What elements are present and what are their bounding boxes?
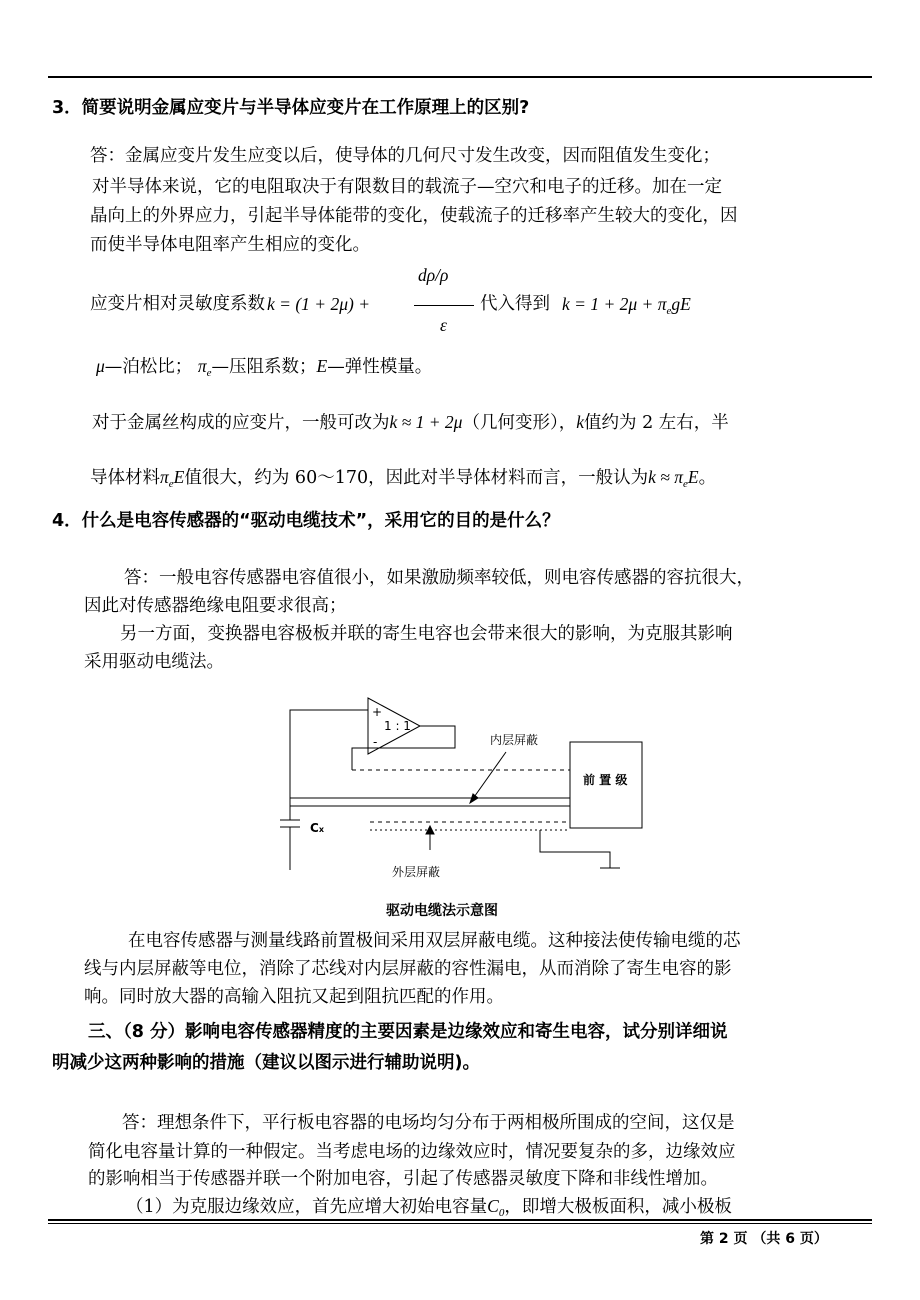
semi-line-b: 值很大，约为 60～170，因此对半导体材料而言，一般认为 <box>184 468 649 488</box>
semi-line-formula-e: E <box>687 467 699 487</box>
section3-answer-line-3: 的影响相当于传感器并联一个附加电容，引起了传感器灵敏度下降和非线性增加。 <box>88 1169 718 1189</box>
symbol-pi: π <box>197 356 207 376</box>
expl-line-3: 响。同时放大器的高输入阻抗又起到阻抗匹配的作用。 <box>84 987 504 1007</box>
q4-answer-line-3: 另一方面，变换器电容极板并联的寄生电容也会带来很大的影响，为克服其影响 <box>120 624 733 644</box>
section3-answer-line-2: 简化电容量计算的一种假定。当考虑电场的边缘效应时，情况要复杂的多，边缘效应 <box>88 1142 736 1162</box>
section3-c0: C <box>487 1196 499 1216</box>
metal-line-formula: k ≈ 1 + 2μ <box>389 412 463 432</box>
bottom-rule-thin <box>48 1223 872 1224</box>
preamp-label: 前 置 级 <box>583 773 628 787</box>
metal-line-b: （几何变形）， <box>462 413 577 433</box>
expl-line-1: 在电容传感器与测量线路前置极间采用双层屏蔽电缆。这种接法使传输电缆的芯 <box>128 931 741 951</box>
inner-shield-label: 内层屏蔽 <box>490 733 539 747</box>
diagram-caption: 驱动电缆法示意图 <box>386 903 498 919</box>
cx-label-sub: x <box>318 825 324 834</box>
opamp-plus: + <box>372 705 383 719</box>
q3-answer-line-4: 而使半导体电阻率产生相应的变化。 <box>90 235 370 255</box>
q3-answer-line-3: 晶向上的外界应力，引起半导体能带的变化，使载流子的迁移率产生较大的变化，因 <box>90 206 738 226</box>
symbol-e: E <box>316 356 328 376</box>
q4-title: 4．什么是电容传感器的“驱动电缆技术”，采用它的目的是什么？ <box>52 511 560 531</box>
q3-answer-line-1: 答：金属应变片发生应变以后，使导体的几何尺寸发生改变，因而阻值发生变化； <box>90 146 720 166</box>
feedback-wire <box>290 710 368 798</box>
semi-line-formula-sub: e <box>683 478 688 490</box>
q3-title: 3．简要说明金属应变片与半导体应变片在工作原理上的区别? <box>52 98 530 118</box>
cx-label-main: C <box>310 821 319 835</box>
metal-line-a: 对于金属丝构成的应变片，一般可改为 <box>92 413 390 433</box>
semi-line <box>90 464 716 497</box>
formula-numerator: dρ/ρ <box>418 265 449 285</box>
formula-result-main: k = 1 + 2μ + π <box>562 294 667 314</box>
expl-line-2: 线与内层屏蔽等电位，消除了芯线对内层屏蔽的容性漏电，从而消除了寄生电容的影 <box>84 959 732 979</box>
opamp-minus: - <box>373 735 378 749</box>
top-rule <box>48 76 872 78</box>
outer-arrowhead <box>426 826 434 834</box>
symbol-definitions <box>96 353 432 386</box>
section3-answer-line-4b: ，即增大极板面积，减小极板 <box>504 1197 732 1217</box>
ground-wire <box>540 830 610 868</box>
semi-line-pi: π <box>160 467 169 487</box>
semi-line-a: 导体材料 <box>90 468 160 488</box>
formula-result <box>562 291 691 324</box>
metal-line-c: 值约为 2 左右，半 <box>584 413 729 433</box>
metal-line-k: k <box>576 412 584 432</box>
q4-answer-line-1: 答：一般电容传感器电容值很小，如果激励频率较低，则电容传感器的容抗很大， <box>124 568 754 588</box>
symbol-pi-sub: e <box>206 367 212 379</box>
semi-line-e: E <box>173 467 185 487</box>
formula-result-sub: e <box>666 305 672 317</box>
inner-arrowhead <box>470 794 478 803</box>
symbol-mu: μ <box>96 356 105 376</box>
section3-answer-line-4 <box>126 1193 732 1226</box>
semi-line-pi-sub: e <box>168 478 174 490</box>
metal-line <box>92 409 729 436</box>
section3-answer-line-4a: （1）为克服边缘效应，首先应增大初始电容量 <box>126 1197 488 1217</box>
formula-result-end: gE <box>671 294 691 314</box>
section3-answer-line-1: 答：理想条件下，平行板电容器的电场均匀分布于两相极所围成的空间，这仅是 <box>122 1113 735 1133</box>
bottom-rule-thick <box>48 1219 872 1221</box>
q3-answer-line-2: 对半导体来说，它的电阻取决于有限数目的载流子—空穴和电子的迁移。加在一定 <box>92 177 722 197</box>
formula-denominator: ε <box>440 315 447 335</box>
fraction-bar <box>414 305 474 306</box>
symbol-mu-text: —泊松比； <box>104 357 193 377</box>
inner-arrow <box>472 752 506 800</box>
section3-c0-sub: 0 <box>498 1207 505 1219</box>
q4-answer-line-2: 因此对传感器绝缘电阻要求很高； <box>84 596 347 616</box>
outer-shield-label: 外层屏蔽 <box>392 865 441 879</box>
driven-cable-diagram <box>270 690 660 890</box>
q4-answer-line-4: 采用驱动电缆法。 <box>84 652 224 672</box>
semi-line-end: 。 <box>698 468 717 488</box>
formula-substitute-text: 代入得到 <box>480 294 550 314</box>
symbol-e-text: —弹性模量。 <box>327 357 433 377</box>
formula-k-expression: k = (1 + 2μ) + <box>267 294 371 314</box>
cx-label <box>310 821 324 835</box>
section3-title-line-2: 明减少这两种影响的措施（建议以图示进行辅助说明)。 <box>52 1053 480 1073</box>
section3-title-line-1: 三、（8 分）影响电容传感器精度的主要因素是边缘效应和寄生电容，试分别详细说 <box>88 1022 728 1042</box>
page-footer: 第 2 页 （共 6 页） <box>700 1231 828 1247</box>
formula-prefix: 应变片相对灵敏度系数 <box>90 294 265 314</box>
symbol-pi-text: —压阻系数； <box>211 357 317 377</box>
opamp-ratio: 1 : 1 <box>384 719 411 733</box>
semi-line-formula: k ≈ π <box>648 467 683 487</box>
